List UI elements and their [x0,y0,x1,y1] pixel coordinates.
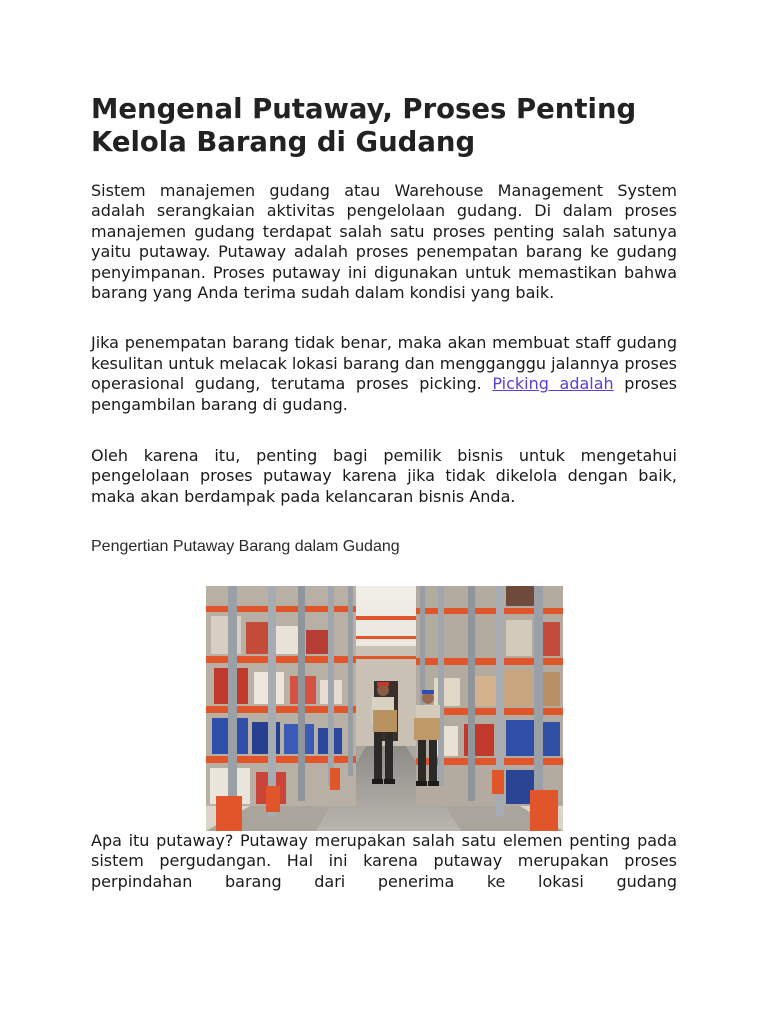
paragraph-intro: Sistem manajemen gudang atau Warehouse Management System adalah serangkaian aktivitas pengelolaan gudang. Di dalam proses manajemen gudang terdapat salah satu proses penting salah satunya yaitu putaway. Putaway adalah proses penempatan barang ke gudang penyimpanan. Proses putaway ini digunakan untuk memastikan bahwa barang yang Anda terima sudah dalam kondisi yang baik. [91,181,677,303]
paragraph-conclusion: Oleh karena itu, penting bagi pemilik bisnis untuk mengetahui pengelolaan proses putaway karena jika tidak dikelola dengan baik, maka akan berdampak pada kelancaran bisnis Anda. [91,446,677,506]
paragraph-picking-text-after: proses pengambilan barang di gudang. [91,374,677,414]
picking-link[interactable]: Picking adalah [492,374,614,394]
paragraph-picking [91,333,677,415]
left-racks [206,586,356,831]
paragraph-putaway-wrapper [91,831,677,892]
warehouse-photo [206,586,563,831]
paragraph-picking-text-before: Jika penempatan barang tidak benar, maka akan membuat staff gudang kesulitan untuk melacak lokasi barang dan mengganggu jalannya proses operasional gudang, terutama proses picking. [91,333,677,394]
section-heading: Pengertian Putaway Barang dalam Gudang [91,538,400,556]
warehouse-illustration [206,586,563,831]
paragraph-putaway: Apa itu putaway? Putaway merupakan salah satu elemen penting pada sistem pergudangan. Hal ini karena putaway merupakan proses perpindahan barang dari penerima ke lokasi gudang [91,831,677,891]
article-title: Mengenal Putaway, Proses Penting Kelola Barang di Gudang [91,93,637,158]
article [91,93,677,557]
